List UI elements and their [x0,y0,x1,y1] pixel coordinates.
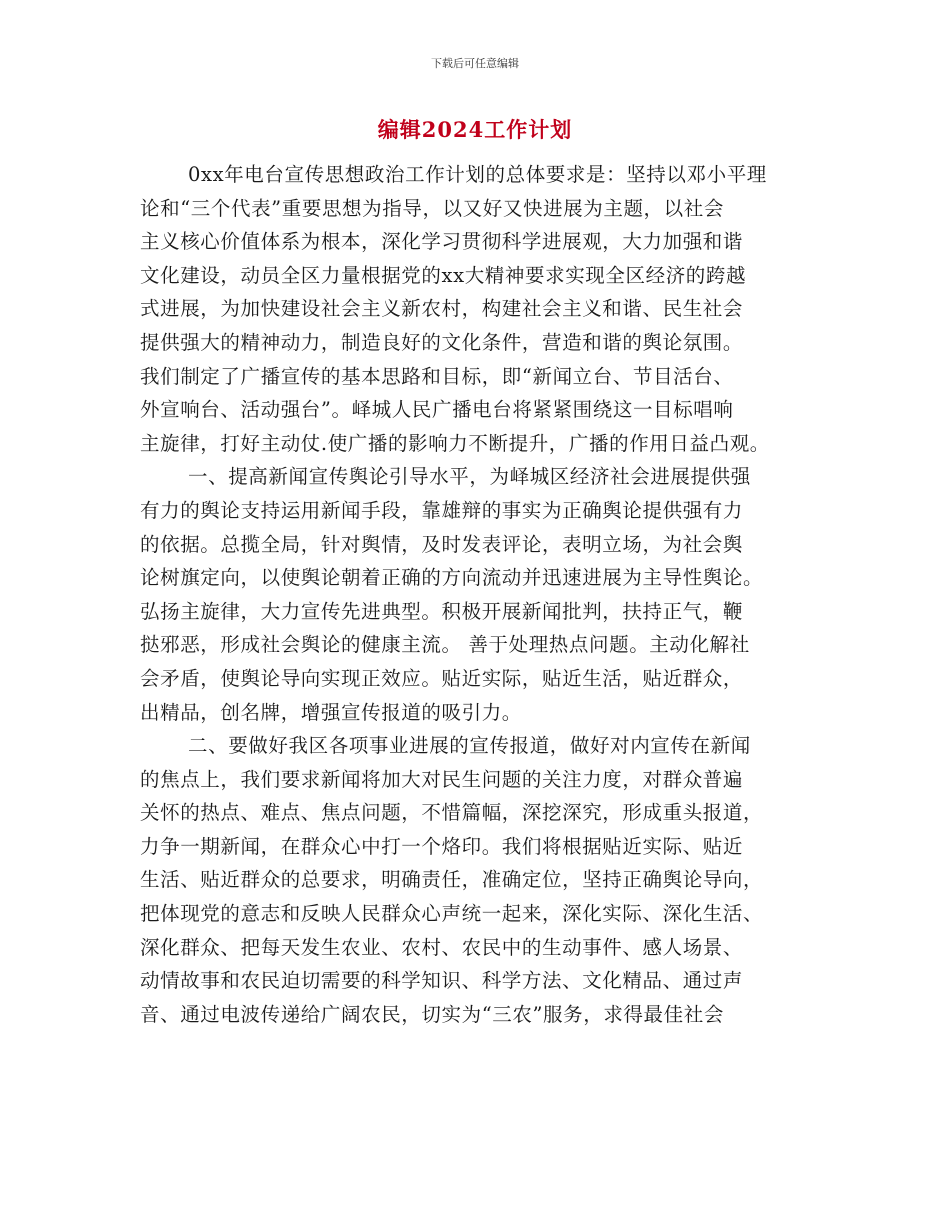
body-line: 会矛盾，使舆论导向实现正效应。贴近实际，贴近生活，贴近群众， [140,666,744,690]
body-line: 二、要做好我区各项事业进展的宣传报道，做好对内宣传在新闻 [188,734,751,758]
body-line: 力争一期新闻，在群众心中打一个烙印。我们将根据贴近实际、贴近 [140,834,744,858]
body-line: 主义核心价值体系为根本，深化学习贯彻科学进展观，大力加强和谐 [140,230,744,254]
body-line: 提供强大的精神动力，制造良好的文化条件，营造和谐的舆论氛围。 [140,330,744,354]
body-line: 生活、贴近群众的总要求，明确责任，准确定位，坚持正确舆论导向， [140,868,764,892]
body-line: 弘扬主旋律，大力宣传先进典型。积极开展新闻批判，扶持正气，鞭 [140,599,744,623]
body-line: 动情故事和农民迫切需要的科学知识、科学方法、文化精品、通过声 [140,969,744,993]
body-line: 论树旗定向，以使舆论朝着正确的方向流动并迅速进展为主导性舆论。 [140,566,764,590]
body-line: 的焦点上，我们要求新闻将加大对民生问题的关注力度，对群众普遍 [140,767,744,791]
body-line: 我们制定了广播宣传的基本思路和目标，即“新闻立台、节目活台、 [140,364,734,388]
body-line: 一、提高新闻宣传舆论引导水平，为峄城区经济社会进展提供强 [188,465,751,489]
body-line: 有力的舆论支持运用新闻手段，靠雄辩的事实为正确舆论提供强有力 [140,498,744,522]
body-line: 挞邪恶，形成社会舆论的健康主流。 善于处理热点问题。主动化解社 [140,633,750,657]
body-line: 深化群众、把每天发生农业、农村、农民中的生动事件、感人场景、 [140,935,744,959]
body-line: 出精品，创名牌，增强宣传报道的吸引力。 [140,700,522,724]
body-line: 把体现党的意志和反映人民群众心声统一起来，深化实际、深化生活、 [140,902,764,926]
page-header-note: 下载后可任意编辑 [431,57,519,70]
document-body [140,158,820,1031]
body-line: 的依据。总揽全局，针对舆情，及时发表评论，表明立场，为社会舆 [140,532,744,556]
body-line: 音、通过电波传递给广阔农民，切实为“三农”服务，求得最佳社会 [140,1002,724,1026]
body-line: 主旋律，打好主动仗.使广播的影响力不断提升，广播的作用日益凸观。 [140,431,770,455]
body-line: 文化建设，动员全区力量根据党的xx大精神要求实现全区经济的跨越 [140,263,747,287]
body-line: 论和“三个代表”重要思想为指导，以又好又快进展为主题，以社会 [140,196,724,220]
body-line: 关怀的热点、难点、焦点问题，不惜篇幅，深挖深究，形成重头报道， [140,801,764,825]
body-line: 外宣响台、活动强台”。峄城人民广播电台将紧紧围绕这一目标唱响 [140,398,734,422]
body-line: 0xx年电台宣传思想政治工作计划的总体要求是：坚持以邓小平理 [188,163,767,186]
document-title: 编辑2024工作计划 [377,117,573,142]
body-line: 式进展，为加快建设社会主义新农村，构建社会主义和谐、民生社会 [140,297,744,321]
